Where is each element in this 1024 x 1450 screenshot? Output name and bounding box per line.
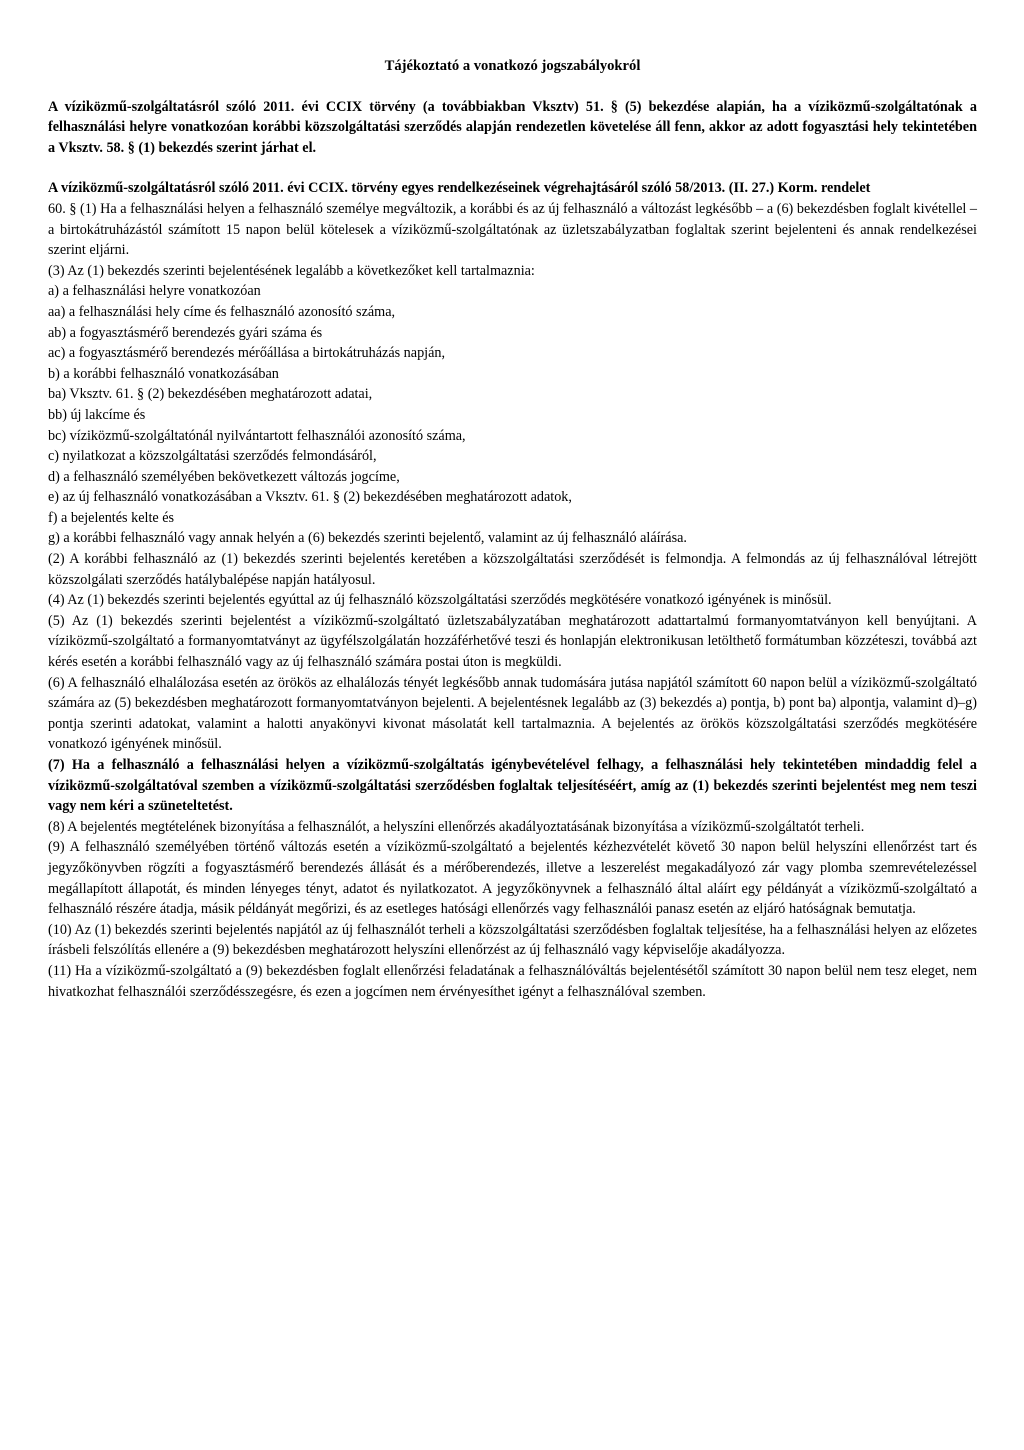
document-title: Tájékoztató a vonatkozó jogszabályokról	[384, 58, 641, 74]
list-item: g) a korábbi felhasználó vagy annak helyén a (6) bekezdés szerinti bejelentő, valamint az új felhasználó aláírása.	[48, 530, 687, 547]
list-item: ac) a fogyasztásmérő berendezés mérőállása a birtokátruházás napján,	[48, 345, 446, 362]
list-item: c) nyilatkozat a közszolgáltatási szerződés felmondásáról,	[48, 448, 377, 465]
list-item: b) a korábbi felhasználó vonatkozásában	[48, 365, 279, 382]
paragraph-4: (4) Az (1) bekezdés szerinti bejelentés egyúttal az új felhasználó közszolgáltatási szerződés megkötésére vonatkozó igényének is minősül.	[48, 592, 832, 609]
list-item: ba) Vksztv. 61. § (2) bekezdésében meghatározott adatai,	[48, 386, 373, 403]
paragraph-8: (8) A bejelentés megtételének bizonyítása a felhasználót, a helyszíni ellenőrzés akadályoztatásának bizonyítása a víziközmű-szolgáltatót terheli.	[48, 818, 865, 835]
intro-paragraph: A víziközmű-szolgáltatásról szóló 2011. évi CCIX törvény (a továbbiakban Vksztv) 51. § (5) bekezdése alapián, ha a víziközmű-szolgáltatónak a felhasználási helyre vonatkozóan korábbi közszolgáltatási szerződés alapján rendezetlen követelése áll fenn, akkor az adott fogyasztási hely tekintetében a Vksztv. 58. § (1) bekezdés szerint járhat el.	[48, 98, 977, 156]
decree-heading: A víziközmű-szolgáltatásról szóló 2011. évi CCIX. törvény egyes rendelkezéseinek végrehajtásáról szóló 58/2013. (II. 27.) Korm. rendelet	[48, 180, 871, 197]
paragraph-5: (5) Az (1) bekezdés szerinti bejelentést a víziközmű-szolgáltató üzletszabályzatában meghatározott adattartalmú formanyomtatványon kell benyújtani. A víziközmű-szolgáltató a formanyomtatványt az ügyfélszolgálatán hozzáférhetővé teszi és honlapján elektronikusan letölthető formátumban közzéteszi, továbbá azt kérés esetén a korábbi felhasználó vagy az új felhasználó számára postai úton is megküldi.	[48, 612, 977, 671]
paragraph-11: (11) Ha a víziközmű-szolgáltató a (9) bekezdésben foglalt ellenőrzési feladatának a felhasználóváltás bejelentésétől számított 30 napon belül nem tesz eleget, nem hivatkozhat felhasználói szerződésszegésre, és ezen a jogcímen nem érvényesíthet igényt a felhasználóval szemben.	[48, 962, 977, 1000]
paragraph-9: (9) A felhasználó személyében történő változás esetén a víziközmű-szolgáltató a bejelentés kézhezvételét követő 30 napon belül helyszíni ellenőrzést tart és jegyzőkönyvben rögzíti a fogyasztásmérő berendezés állását és a mérőberendezés, illetve a leszerelést megakadályozó zár vagy plomba szemrevételezéssel megállapított állapotát, és minden lényeges tényt, adatot és nyilatkozatot. A jegyzőkönyvnek a felhasználó által aláírt egy példányát a víziközmű-szolgáltató a felhasználó részére átadja, másik példányát megőrizi, és az esetleges hatósági ellenőrzés vagy felhasználói panasz esetén az eljáró hatóságnak bemutatja.	[48, 839, 977, 918]
paragraph-10: (10) Az (1) bekezdés szerinti bejelentés napjától az új felhasználót terheli a közszolgáltatási szerződésben foglaltak teljesítése, ha a felhasználási helyen az előzetes írásbeli felszólítás ellenére a (9) bekezdésben meghatározott helyszíni ellenőrzést az új felhasználó vagy képviselője akadályozza.	[48, 921, 977, 959]
list-item: bc) víziközmű-szolgáltatónál nyilvántartott felhasználói azonosító száma,	[48, 427, 466, 444]
section-60-paragraph-1: 60. § (1) Ha a felhasználási helyen a felhasználó személye megváltozik, a korábbi és az új felhasználó a változást legkésőbb – a (6) bekezdésben foglalt kivétellel – a birtokátruházástól számított 15 napon belül kötelesek a víziközmű-szolgáltatónak az üzletszabályzatban foglaltak szerint bejelenteni és annak rendelkezései szerint eljárni.	[48, 200, 977, 259]
list-item: bb) új lakcíme és	[48, 406, 146, 423]
list-item: a) a felhasználási helyre vonatkozóan	[48, 283, 261, 300]
list-item: d) a felhasználó személyében bekövetkezett változás jogcíme,	[48, 468, 400, 485]
paragraph-6: (6) A felhasználó elhalálozása esetén az örökös az elhalálozás tényét legkésőbb annak tudomására jutása napjától számított 60 napon belül a víziközmű-szolgáltató számára az (5) bekezdésben meghatározott formanyomtatványon bejelenti. A bejelentésnek legalább az (3) bekezdés a) pontja, b) pont ba) alpontja, valamint d)–g) pontja szerinti adatokat, valamint a halotti anyakönyvi kivonat másolatát kell tartalmaznia. A bejelentés az örökös közszolgáltatási szerződés megkötésére vonatkozó igényének minősül.	[48, 674, 977, 753]
list-item: (3) Az (1) bekezdés szerinti bejelentésének legalább a következőket kell tartalmaznia:	[48, 262, 535, 279]
document-page	[48, 56, 977, 1002]
list-item: ab) a fogyasztásmérő berendezés gyári száma és	[48, 324, 323, 341]
list-item: aa) a felhasználási hely címe és felhasználó azonosító száma,	[48, 303, 396, 320]
paragraph-2: (2) A korábbi felhasználó az (1) bekezdés szerinti bejelentés keretében a közszolgáltatási szerződését is felmondja. A felmondás az új felhasználóval létrejött közszolgálati szerződés hatálybalépése napján hatályosul.	[48, 551, 977, 588]
paragraph-7: (7) Ha a felhasználó a felhasználási helyen a víziközmű-szolgáltatás igénybevételével felhagy, a felhasználási hely tekintetében mindaddig felel a víziközmű-szolgáltatóval szemben a víziközmű-szolgáltatási szerződésben foglaltak teljesítéséért, amíg az (1) bekezdés szerinti bejelentést meg nem teszi vagy nem kéri a szüneteltetést.	[48, 757, 977, 815]
list-item: f) a bejelentés kelte és	[48, 509, 175, 526]
list-item: e) az új felhasználó vonatkozásában a Vksztv. 61. § (2) bekezdésében meghatározott adatok,	[48, 489, 572, 506]
